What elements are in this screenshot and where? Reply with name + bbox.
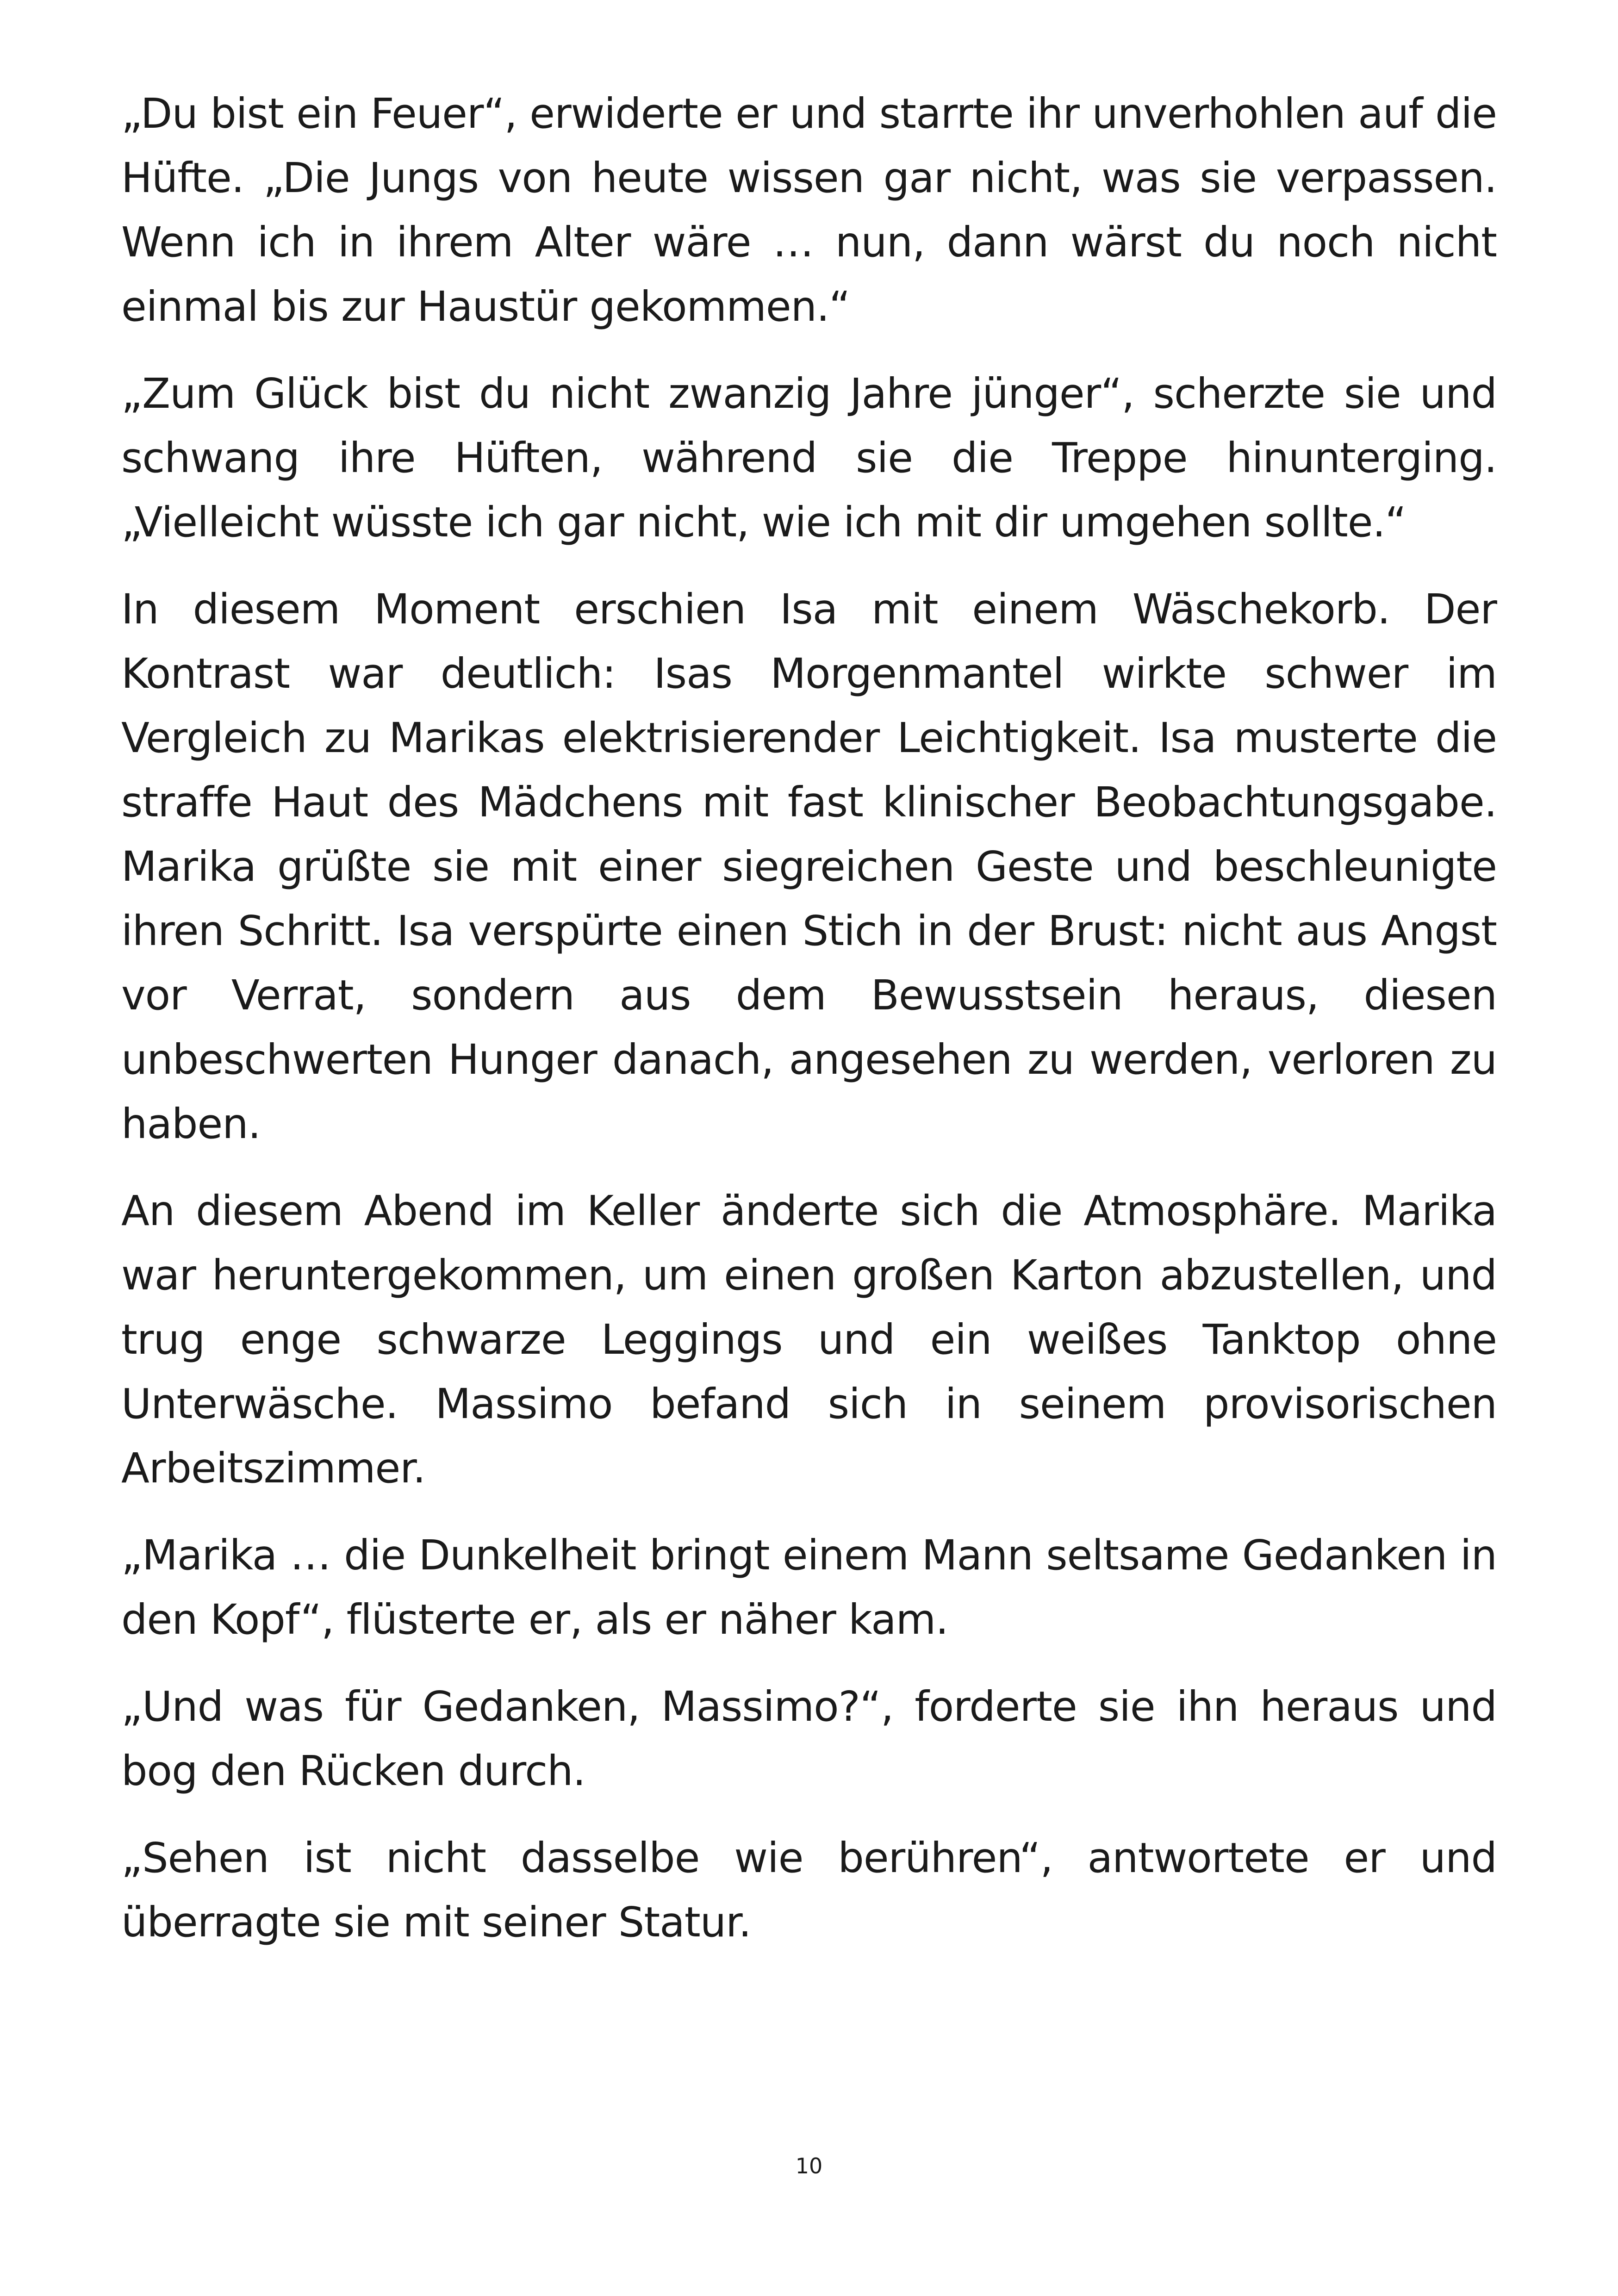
- body-text: [121, 81, 1497, 1977]
- paragraph: „Du bist ein Feuer“, erwiderte er und starrte ihr unverhohlen auf die Hüfte. „Die Jungs von heute wissen gar nicht, was sie verpassen. Wenn ich in ihrem Alter wäre … nun, dann wärst du noch nicht einmal bis zur Haustür gekommen.“: [121, 89, 1497, 330]
- paragraph: An diesem Abend im Keller änderte sich die Atmosphäre. Marika war heruntergekommen, um einen großen Karton abzustellen, und trug enge schwarze Leggings und ein weißes Tanktop ohne Unterwäsche. Massimo befand sich in seinem provisorischen Arbeitszimmer.: [121, 1187, 1497, 1492]
- paragraph: „Zum Glück bist du nicht zwanzig Jahre jünger“, scherzte sie und schwang ihre Hüften, während sie die Treppe hinunterging. „Vielleicht wüsste ich gar nicht, wie ich mit dir umgehen sollte.“: [121, 369, 1497, 546]
- page-number: 10: [795, 2153, 823, 2178]
- paragraph: „Marika … die Dunkelheit bringt einem Mann seltsame Gedanken in den Kopf“, flüsterte er, als er näher kam.: [121, 1531, 1497, 1643]
- paragraph: „Und was für Gedanken, Massimo?“, forderte sie ihn heraus und bog den Rücken durch.: [121, 1682, 1497, 1795]
- paragraph: „Sehen ist nicht dasselbe wie berühren“, antwortete er und überragte sie mit seiner Statur.: [121, 1834, 1497, 1946]
- paragraph: In diesem Moment erschien Isa mit einem Wäschekorb. Der Kontrast war deutlich: Isas Morgenmantel wirkte schwer im Vergleich zu Marikas elektrisierender Leichtigkeit. Isa musterte die straffe Haut des Mädchens mit fast klinischer Beobachtungsgabe. Marika grüßte sie mit einer siegreichen Geste und beschleunigte ihren Schritt. Isa verspürte einen Stich in der Brust: nicht aus Angst vor Verrat, sondern aus dem Bewusstsein heraus, diesen unbeschwerten Hunger danach, angesehen zu werden, verloren zu haben.: [121, 585, 1497, 1148]
